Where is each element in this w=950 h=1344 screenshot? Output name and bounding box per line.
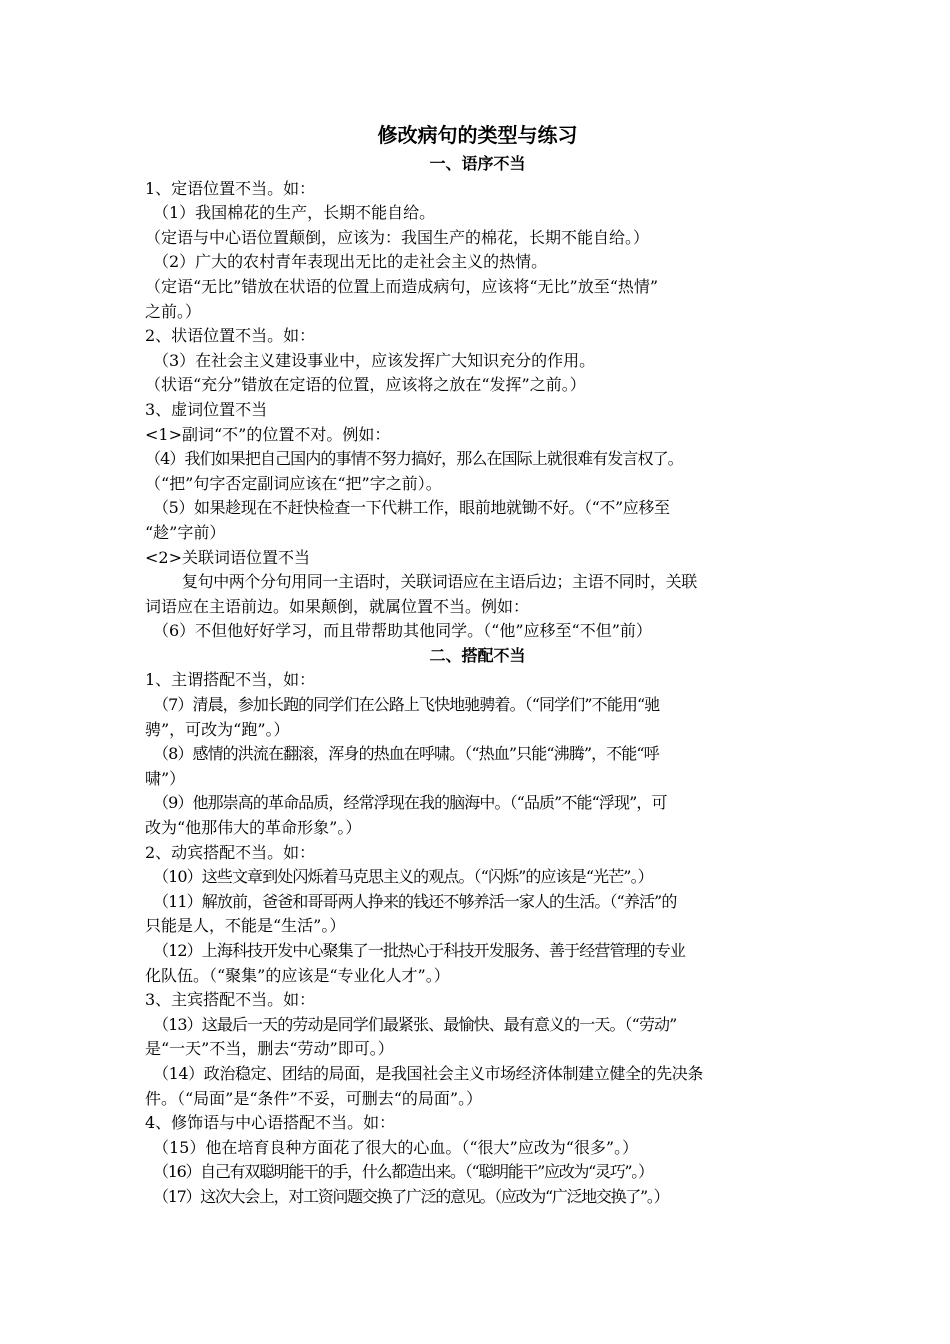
text-line: <1>副词“不”的位置不对。例如： [145,424,391,444]
text-line: 啸”） [145,768,186,788]
text-line: 骋”，可改为“跑”。） [145,719,290,739]
text-line: （2）广大的农村青年表现出无比的走社会主义的热情。 [153,252,548,272]
text-line: 复句中两个分句用同一主语时，关联词语应在主语后边；主语不同时，关联 [182,572,697,592]
text-line: （8）感情的洪流在翻滚，浑身的热血在呼啸。（“热血”只能“沸腾”，不能“呼 [153,744,659,764]
text-line: 是“一天”不当，删去“劳动”即可。） [145,1039,394,1059]
text-line: （10）这些文章到处闪烁着马克思主义的观点。（“闪烁”的应该是“光芒”。） [153,867,653,887]
text-line: 2、动宾搭配不当。如： [145,842,316,862]
text-line: <2>关联词语位置不当 [145,547,310,567]
text-line: （15）他在培育良种方面花了很大的心血。（“很大”应改为“很多”。） [153,1137,639,1157]
text-line: （14）政治稳定、团结的局面，是我国社会主义市场经济体制建立健全的先决条 [153,1063,703,1083]
text-line: （6）不但他好好学习，而且带帮助其他同学。（“他”应移至“不但”前） [153,621,652,641]
text-line: （7）清晨，参加长跑的同学们在公路上飞快地驰骋着。（“同学们”不能用“驰 [153,695,660,715]
text-line: （9）他那崇高的革命品质，经常浮现在我的脑海中。（“品质”不能“浮现”，可 [153,793,667,813]
text-line: （12）上海科技开发中心聚集了一批热心于科技开发服务、善于经营管理的专业 [153,941,685,960]
text-line: 件。（“局面”是“条件”不妥，可删去“的局面”。） [145,1088,483,1108]
text-line: （16）自己有双聪明能干的手，什么都造出来。（“聪明能干”应改为“灵巧”。） [153,1162,653,1182]
text-line: （定语“无比”错放在状语的位置上而造成病句，应该将“无比”放至“热情” [145,276,659,296]
text-line: 改为“他那伟大的革命形象”。） [145,818,362,838]
text-line: （13）这最后一天的劳动是同学们最紧张、最愉快、最有意义的一天。（“劳动” [153,1014,677,1034]
text-line: 词语应在主语前边。如果颠倒，就属位置不当。例如： [145,596,530,616]
text-line: “趁”字前） [145,522,226,542]
text-line: （4）我们如果把自己国内的事情不努力搞好，那么在国际上就很难有发言权了。 [145,449,683,469]
text-line: （定语与中心语位置颠倒，应该为：我国生产的棉花，长期不能自给。） [145,227,650,247]
text-line: （状语“充分”错放在定语的位置，应该将之放在“发挥”之前。） [145,375,586,395]
text-line: （3）在社会主义建设事业中，应该发挥广大知识充分的作用。 [153,350,596,370]
text-line: （5）如果趁现在不赶快检查一下代耕工作，眼前地就锄不好。（“不”应移至 [153,498,670,518]
text-line: （11）解放前，爸爸和哥哥两人挣来的钱还不够养活一家人的生活。（“养活”的 [153,891,677,911]
section-heading-collocation: 二、搭配不当 [429,645,526,665]
text-line: 2、状语位置不当。如： [145,326,316,346]
text-line: 1、主谓搭配不当，如： [145,670,316,690]
text-line: 3、虚词位置不当 [145,399,268,419]
text-line: （“把”句字否定副词应该在“把”字之前）。 [145,473,442,493]
section-heading-word-order: 一、语序不当 [429,154,526,173]
text-line: 1、定语位置不当。如： [145,178,316,198]
document-title: 修改病句的类型与练习 [377,123,578,147]
text-line: 之前。） [145,301,202,321]
text-line: （1）我国棉花的生产，长期不能自给。 [153,203,436,223]
text-line: 化队伍。（“聚集”的应该是“专业化人才”。） [145,965,450,985]
text-line: （17）这次大会上，对工资问题交换了广泛的意见。（应改为“广泛地交换了”。） [153,1186,669,1206]
document-page [145,118,810,1210]
text-line: 3、主宾搭配不当。如： [145,990,316,1010]
text-line: 只能是人，不能是“生活”。） [145,916,346,936]
text-line: 4、修饰语与中心语搭配不当。如： [145,1113,396,1133]
